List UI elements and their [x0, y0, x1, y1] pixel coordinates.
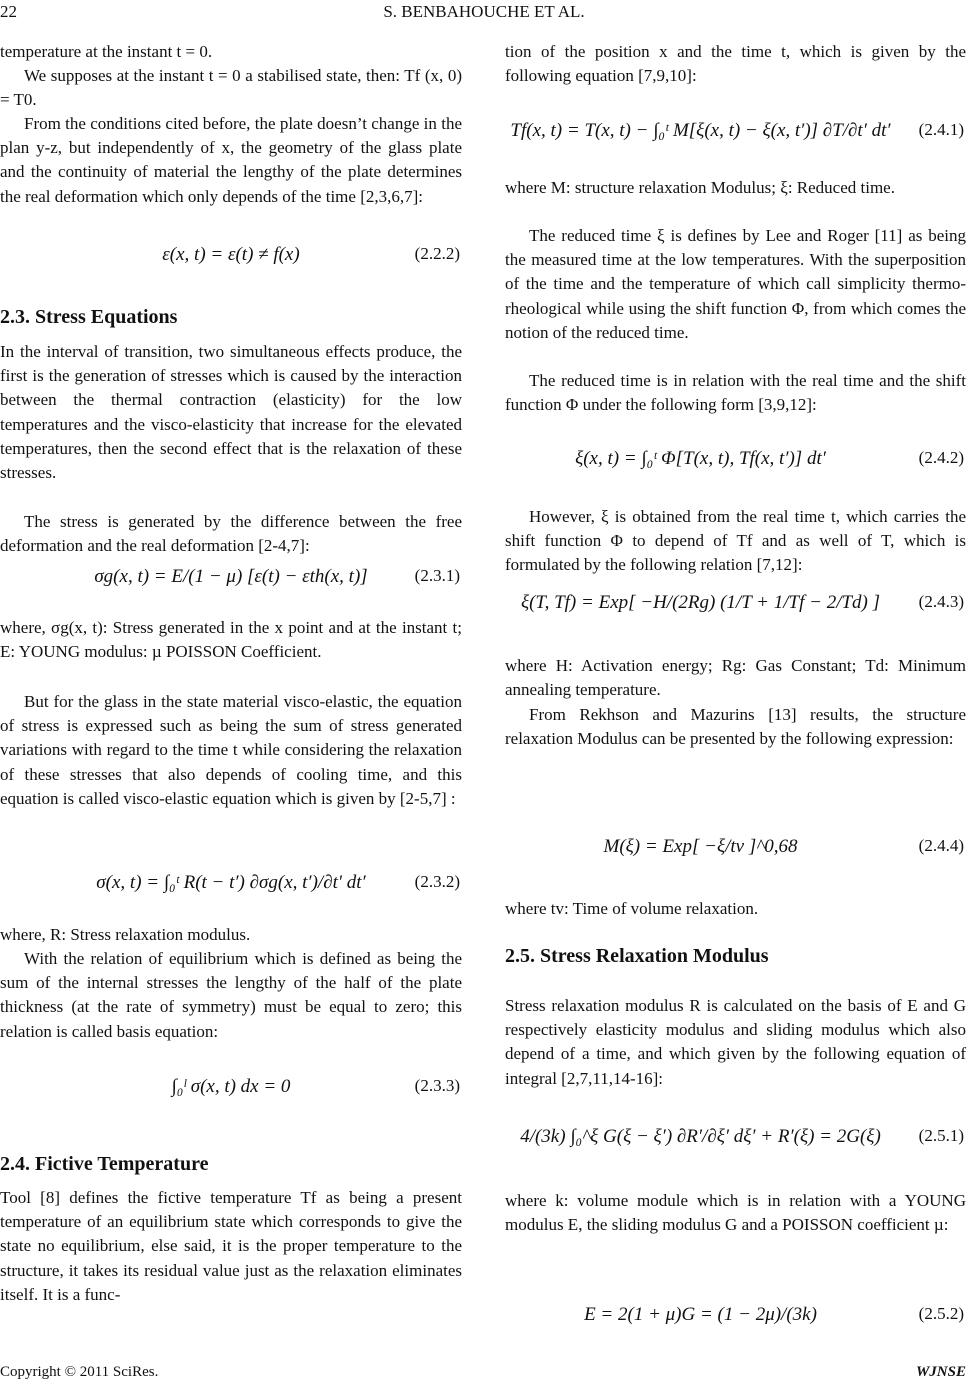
equation-2-5-1: 4/(3k) ∫₀^ξ G(ξ − ξ′) ∂R′/∂ξ′ dξ′ + R′(ξ) = 2G(ξ) (2.5.1): [520, 1126, 964, 1147]
paragraph: Tool [8] defines the fictive temperature Tf as being a present temperature of an equilibrium state which corresponds to give the state no equilibrium, else said, it is the proper temperature to the structure, it takes its residual value just as the relaxation eliminates itself. It is a func-: [0, 1188, 462, 1304]
paragraph: The reduced time ξ is defines by Lee and Roger [11] as being the measured time at the low temperatures. With the superposition of the time and the temperature of which call simplicity thermo-rheological while using the shift function Φ, from which comes the notion of the reduced time.: [505, 226, 966, 342]
equation-2-4-3: ξ(T, Tf) = Exp[ −H/(2Rg) (1/T + 1/Tf − 2/Td) ] (2.4.3): [520, 592, 964, 613]
paragraph: tion of the position x and the time t, which is given by the following equation [7,9,10]:: [505, 42, 966, 86]
equation-number: (2.4.1): [918, 120, 964, 139]
equation-number: (2.4.2): [918, 448, 964, 467]
equation-2-4-1: Tf(x, t) = T(x, t) − ∫₀ᵗ M[ξ(x, t) − ξ(x, t′)] ∂T/∂t′ dt′ (2.4.1): [510, 120, 964, 141]
paragraph: where H: Activation energy; Rg: Gas Constant; Td: Minimum annealing temperature.: [505, 656, 966, 700]
equation-2-4-4: M(ξ) = Exp[ −ξ/tv ]^0,68 (2.4.4): [603, 836, 964, 857]
equation-2-2-2: ε(x, t) = ε(t) ≠ f(x) (2.2.2): [162, 244, 460, 265]
paragraph: The stress is generated by the difference between the free deformation and the real deformation [2-4,7]:: [0, 512, 462, 556]
copyright: Copyright © 2011 SciRes.: [0, 1364, 159, 1380]
section-heading-2-3: 2.3. Stress Equations: [0, 306, 178, 328]
equation-number: (2.4.3): [918, 592, 964, 611]
equation-number: (2.2.2): [414, 244, 460, 263]
paragraph: The reduced time is in relation with the real time and the shift function Φ under the following form [3,9,12]:: [505, 371, 966, 415]
section-heading-2-4: 2.4. Fictive Temperature: [0, 1153, 209, 1175]
running-title: S. BENBAHOUCHE ET AL.: [383, 2, 585, 21]
paragraph: where k: volume module which is in relation with a YOUNG modulus E, the sliding modulus G and a POISSON coefficient µ:: [505, 1191, 966, 1235]
equation-number: (2.3.3): [414, 1076, 460, 1095]
paragraph: where, σg(x, t): Stress generated in the x point and at the instant t; E: YOUNG modulus: µ POISSON Coefficient.: [0, 618, 462, 662]
paragraph: From the conditions cited before, the plate doesn’t change in the plan y-z, but independently of x, the geometry of the glass plate and the continuity of material the lengthy of the plate determines the real deformation which only depends of the time [2,3,6,7]:: [0, 114, 462, 206]
paragraph: However, ξ is obtained from the real time t, which carries the shift function Φ to depend of Tf and as well of T, which is formulated by the following relation [7,12]:: [505, 507, 966, 575]
equation-2-5-2: E = 2(1 + μ)G = (1 − 2μ)/(3k) (2.5.2): [584, 1304, 964, 1325]
equation-number: (2.5.1): [918, 1126, 964, 1145]
paragraph: From Rekhson and Mazurins [13] results, the structure relaxation Modulus can be presented by the following expression:: [505, 705, 966, 749]
equation-number: (2.3.1): [414, 566, 460, 585]
equation-2-3-1: σg(x, t) = E/(1 − μ) [ε(t) − εth(x, t)] (2.3.1): [94, 566, 460, 587]
journal-name: WJNSE: [915, 1364, 966, 1380]
equation-number: (2.3.2): [414, 872, 460, 891]
section-heading-2-5: 2.5. Stress Relaxation Modulus: [505, 945, 769, 967]
equation-2-4-2: ξ(x, t) = ∫₀ᵗ Φ[T(x, t), Tf(x, t′)] dt′ (2.4.2): [575, 448, 964, 469]
page-number: 22: [0, 2, 17, 21]
equation-2-3-3: ∫₀ˡ σ(x, t) dx = 0 (2.3.3): [171, 1076, 460, 1097]
equation-2-3-2: σ(x, t) = ∫₀ᵗ R(t − t′) ∂σg(x, t′)/∂t′ dt′ (2.3.2): [96, 872, 460, 893]
paragraph: where M: structure relaxation Modulus; ξ: Reduced time.: [505, 178, 895, 197]
paragraph: where tv: Time of volume relaxation.: [505, 899, 759, 918]
paragraph: In the interval of transition, two simultaneous effects produce, the first is the generation of stresses which is caused by the interaction between the thermal contraction (elasticity) for the low temperatures and the visco-elasticity that increase for the elevated temperatures, then the second effect that is the relaxation of these stresses.: [0, 342, 462, 483]
paragraph: temperature at the instant t = 0.: [0, 42, 213, 61]
paragraph: We supposes at the instant t = 0 a stabilised state, then: Tf (x, 0) = T0.: [0, 66, 462, 110]
paragraph: But for the glass in the state material visco-elastic, the equation of stress is expressed such as being the sum of stress generated variations with regard to the time t while considering the relaxation of these stresses that also depends of cooling time, and this equation is called visco-elastic equation which is given by [2-5,7] :: [0, 692, 462, 808]
paragraph: With the relation of equilibrium which is defined as being the sum of the internal stresses the lengthy of the half of the plate thickness (at the rate of symmetry) must be equal to zero; this relation is called basis equation:: [0, 949, 462, 1041]
paragraph: Stress relaxation modulus R is calculated on the basis of E and G respectively elasticity modulus and sliding modulus which also depend of a time, and which given by the following equation of integral [2,7,11,14-16]:: [505, 996, 966, 1088]
paragraph: where, R: Stress relaxation modulus.: [0, 925, 251, 944]
equation-number: (2.4.4): [918, 836, 964, 855]
equation-number: (2.5.2): [918, 1304, 964, 1323]
